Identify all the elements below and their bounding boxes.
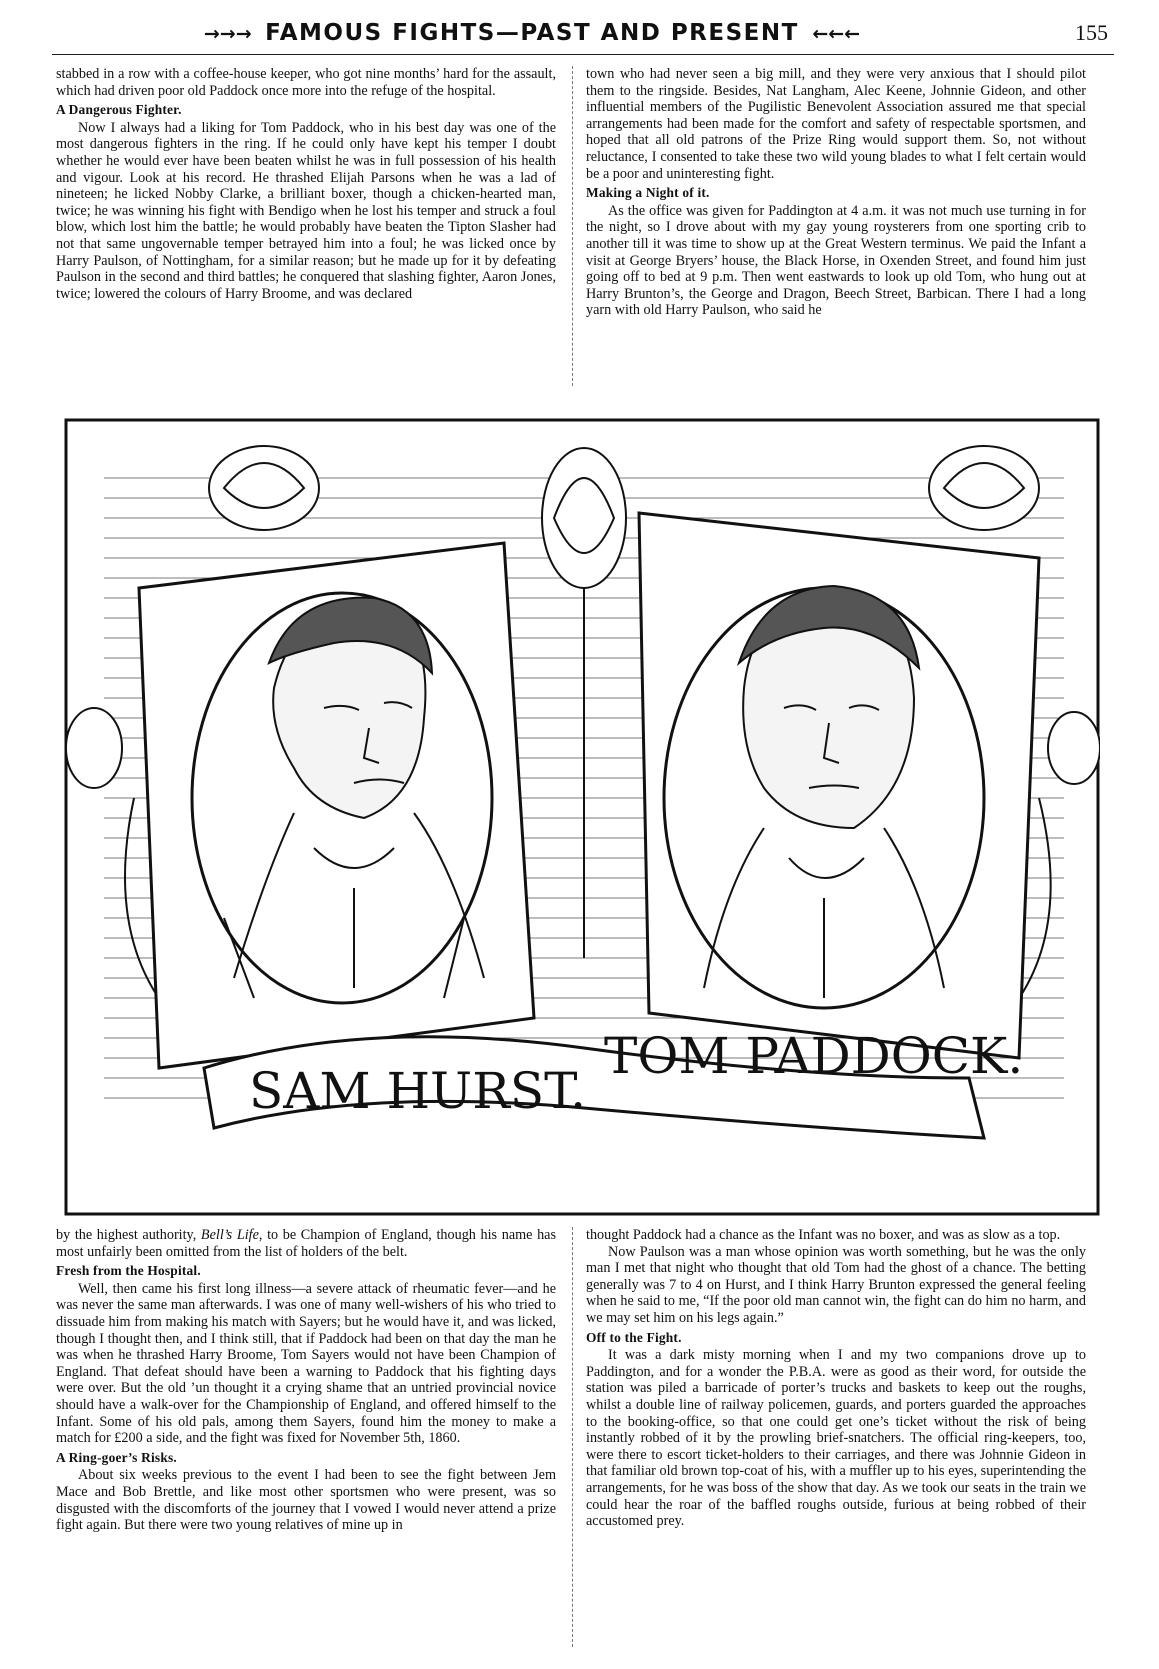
- section-heading-dangerous-fighter: A Dangerous Fighter.: [56, 102, 182, 118]
- right-portrait-frame: [639, 513, 1039, 1058]
- section-heading-ring-goers-risks: A Ring-goer’s Risks.: [56, 1449, 177, 1465]
- section-heading-fresh-from-hospital: Fresh from the Hospital.: [56, 1263, 201, 1279]
- right-ornament: ←←←: [812, 23, 861, 45]
- paragraph: Now Paulson was a man whose opinion was worth something, but he was the only man I met that night who thought that old Tom had the ghost of a chance. The betting generally was 7 to 4 on Hurst, and I think Harry Brunton expressed the general feeling when he said to me, “If the poor old man cannot win, the fight can do him no harm, and we may set him on his legs again.”: [586, 1243, 1086, 1326]
- section-heading-making-a-night: Making a Night of it.: [586, 185, 710, 201]
- paragraph-text: by the highest authority,: [56, 1227, 201, 1243]
- paragraph: It was a dark misty morning when I and my two companions drove up to Paddington, and for a wonder the P.B.A. were as good as their word, for outside the station was piled a barricade of porter’s trucks and baskets to keep out the roughs, whilst a double line of railway policemen, guards, and porters guarded the approaches to the booking-office, so that one could get one’s ticket without the risk of being instantly robbed of it by the prowling brief-snatchers. The official ring-keepers, too, were there to escort ticket-holders to their carriages, and there was Johnnie Gideon in that familiar old brown top-coat of his, with a muffler up to his eyes, superintending the arrangements, for he was boss of the show that day. As we took our seats in the train we could hear the roar of the baffled roughs outside, furious at being robbed of their accustomed prey.: [586, 1347, 1086, 1530]
- paragraph: town who had never seen a big mill, and they were very anxious that I should pilot them to the ringside. Besides, Nat Langham, Alec Keene, Johnnie Gideon, and other influential members of the Pugilistic Benevolent Association assured me that special arrangements had been made for the comfort and safety of respectable sportsmen, and hoped that all old patrons of the Prize Ring would support them. So, not without reluctance, I consented to take these two wild young blades to what I felt certain would be a poor and uninteresting fight.: [586, 66, 1086, 182]
- column-top-left: [56, 66, 556, 302]
- paragraph: [56, 1227, 556, 1260]
- paragraph-text: , to be Champion of England, though his name has most unfairly been omitted from the list of holders of the belt.: [56, 1227, 556, 1260]
- page-number: 155: [1075, 20, 1108, 45]
- column-divider: [572, 1227, 573, 1647]
- page-header-title: FAMOUS FIGHTS—PAST AND PRESENT: [265, 20, 799, 46]
- portrait-engraving: [64, 418, 1100, 1216]
- paragraph: stabbed in a row with a coffee-house keeper, who got nine months’ hard for the assault, which had driven poor old Paddock once more into the refuge of the hospital.: [56, 66, 556, 99]
- caption-tom-paddock: TOM PADDOCK.: [604, 1027, 1024, 1085]
- paragraph: About six weeks previous to the event I had been to see the fight between Jem Mace and Bob Brettle, and like most other sportsmen who were present, was so disgusted with the discomforts of the journey that I vowed I would never attend a prize fight again. But there were two young relatives of mine up in: [56, 1467, 556, 1534]
- column-bottom-right: [586, 1227, 1086, 1530]
- caption-sam-hurst: SAM HURST.: [249, 1062, 586, 1120]
- italic-title-bells-life: Bell’s Life: [200, 1227, 259, 1243]
- running-header: [52, 14, 1114, 55]
- paragraph: As the office was given for Paddington at 4 a.m. it was not much use turning in for the night, so I drove about with my gay young roysterers from one sporting crib to another till it was time to show up at the Great Western terminus. We paid the Infant a visit at George Bryers’ house, the Black Horse, in Oxenden Street, and found him just going off to bed at 9 p.m. Then went eastwards to look up old Tom, who hung out at Harry Brunton’s, the George and Dragon, Beech Street, Barbican. There I had a long yarn with old Harry Paulson, who said he: [586, 202, 1086, 319]
- paragraph: Now I always had a liking for Tom Paddock, who in his best day was one of the most dangerous fighters in the ring. If he could only have kept his temper I doubt whether he would ever have been beaten whilst he was in full possession of his health and vigour. Look at his record. He thrashed Elijah Parsons when he was a lad of nineteen; he licked Nobby Clarke, a brilliant boxer, though a chicken-hearted man, twice; he was winning his fight with Bendigo when he lost his temper and struck a foul blow, which lost him the battle; he would probably have beaten the Tipton Slasher had not that same ungovernable temper betrayed him into a foul; he was licked once by Harry Paulson, of Nottingham, for a similar reason; but he made up for it by defeating Paulson in the second and third battles; he conquered that slashing fighter, Aaron Jones, twice; lowered the colours of Harry Broome, and was declared: [56, 119, 556, 302]
- portrait-illustration: [64, 418, 1100, 1216]
- left-ornament: →→→: [203, 23, 252, 45]
- paragraph: Well, then came his first long illness—a severe attack of rheumatic fever—and he was never the same man afterwards. I was one of many well-wishers of his who tried to dissuade him from making his match with Sayers; but he would have it, and was licked, though I thought then, and I think still, that if Paddock had been on that day the man he was when he thrashed Harry Broome, Tom Sayers would not have been Champion of England. That defeat should have been a warning to Paddock that his fighting days were over. But the old ’un thought it a crying shame that an untried provincial novice should have a walk-over for the Championship of England, and offered himself to the Infant. Some of his old pals, among them Sayers, found him the money to make a match for £200 a side, and the fight was fixed for November 5th, 1860.: [56, 1280, 556, 1447]
- left-portrait-frame: [139, 543, 534, 1068]
- paragraph: thought Paddock had a chance as the Infant was no boxer, and was as slow as a top.: [586, 1227, 1061, 1243]
- column-bottom-left: [56, 1227, 556, 1534]
- column-top-right: [586, 66, 1086, 319]
- running-title: [52, 20, 1012, 46]
- column-divider: [572, 66, 573, 386]
- section-heading-off-to-the-fight: Off to the Fight.: [586, 1329, 682, 1345]
